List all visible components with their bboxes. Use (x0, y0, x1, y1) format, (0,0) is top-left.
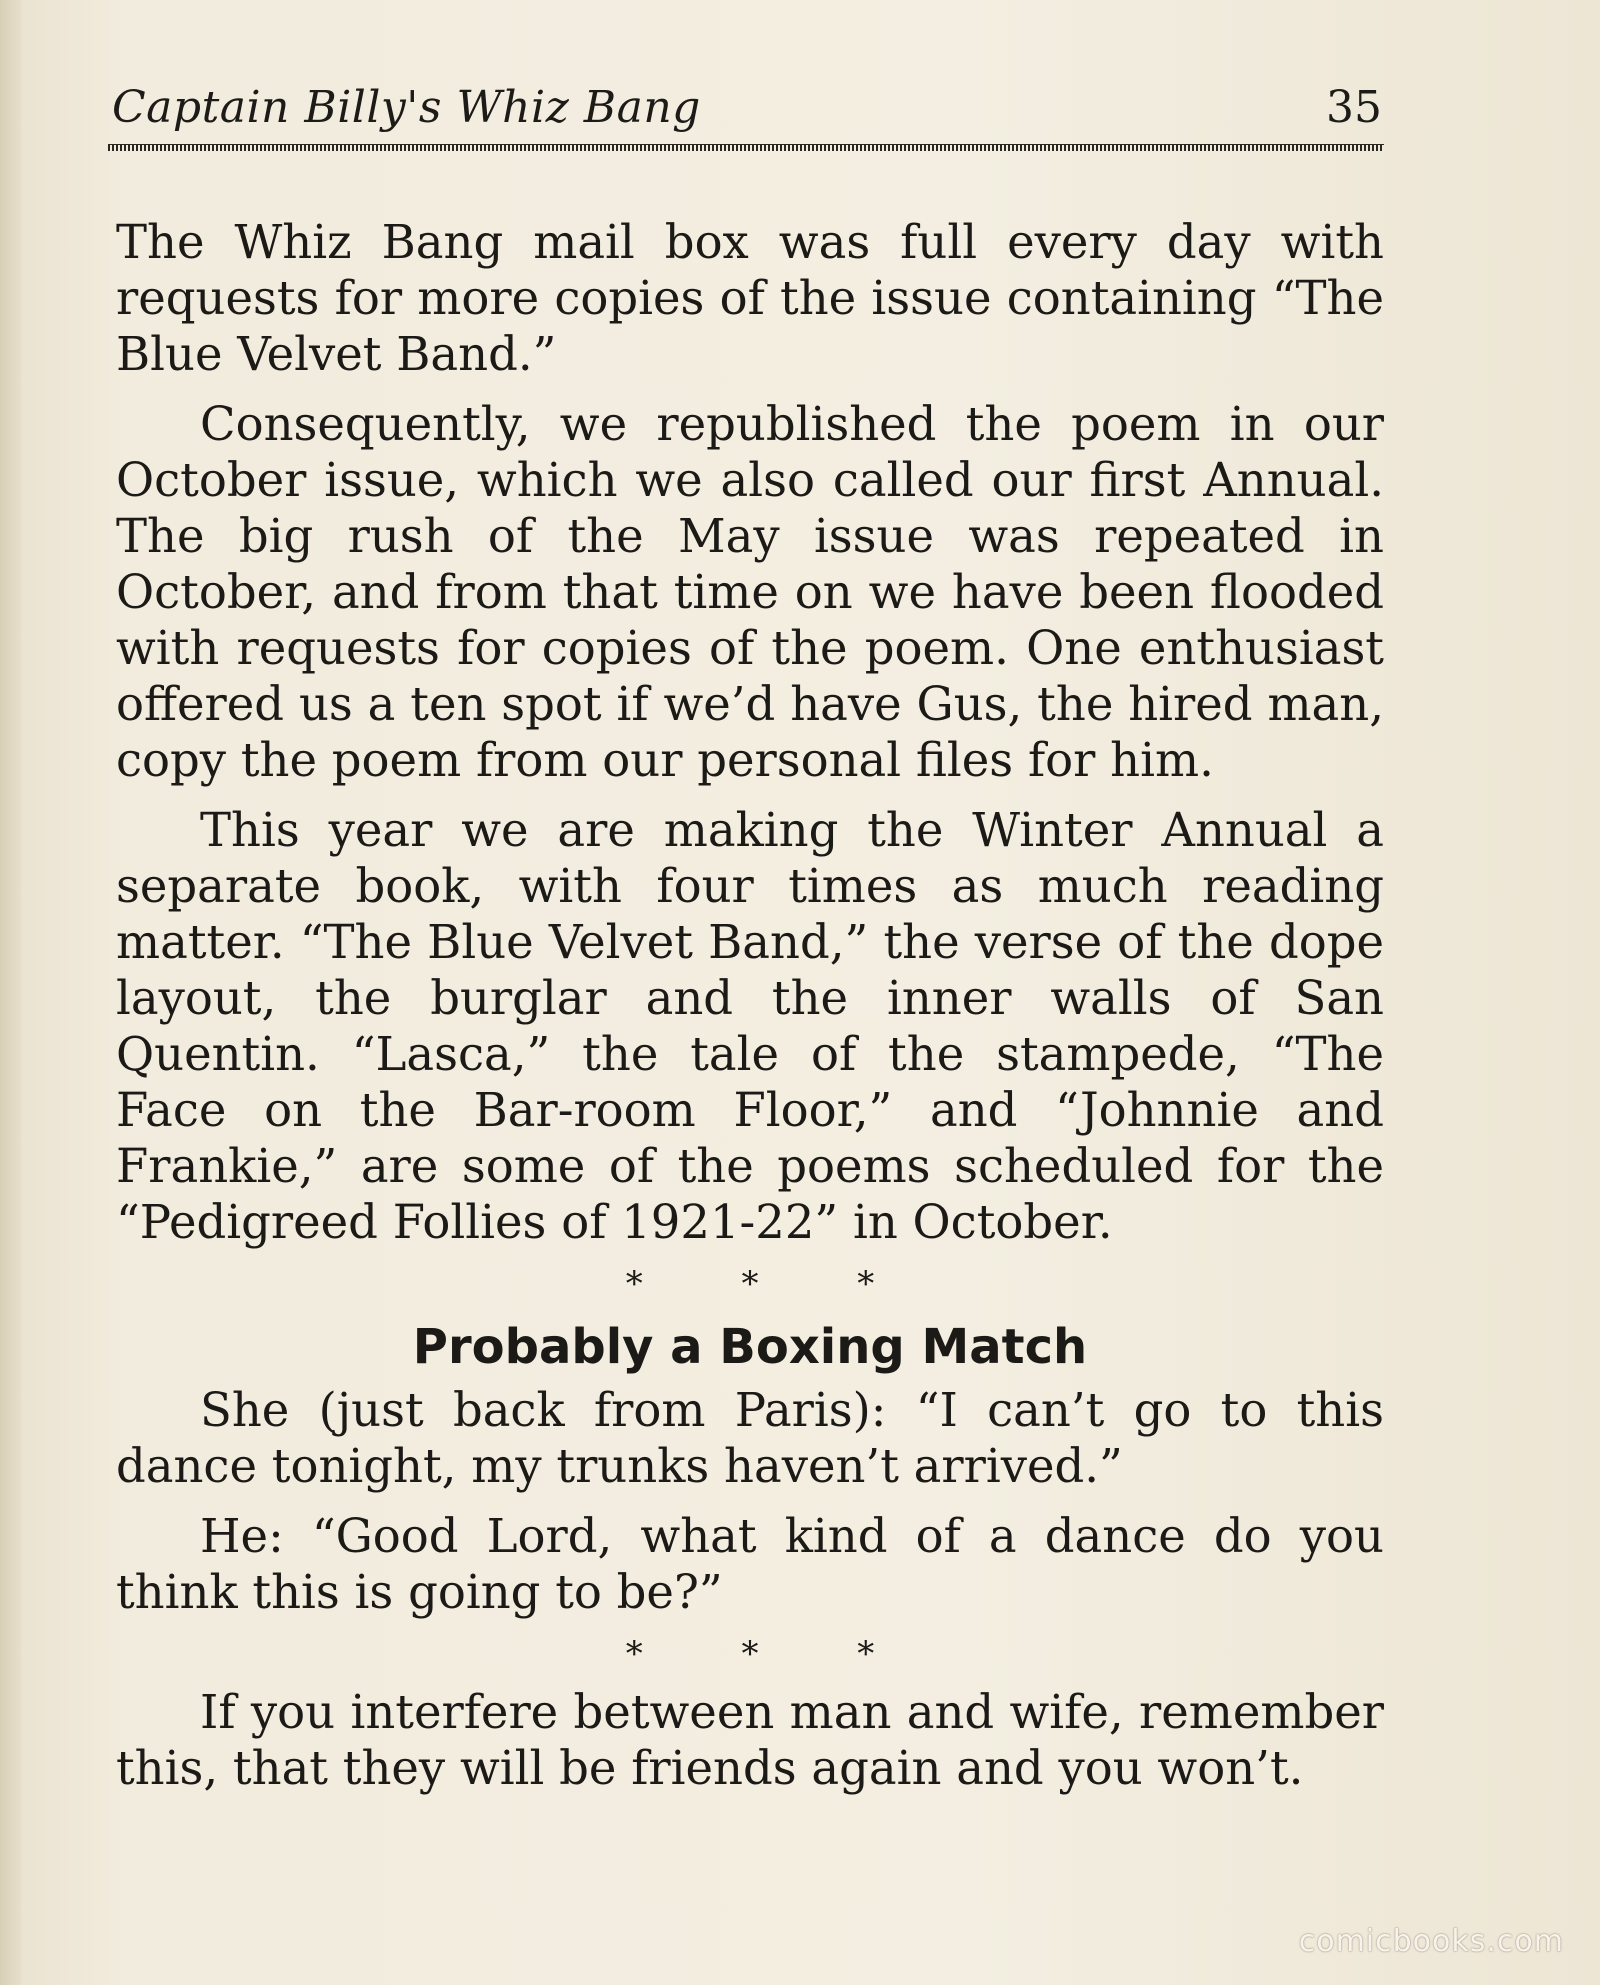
section-separator: * * * (625, 1264, 919, 1304)
header-rule (108, 144, 1384, 151)
watermark: comicbooks.com (1298, 1924, 1564, 1959)
joke-headline: Probably a Boxing Match (412, 1319, 1088, 1375)
running-title: Captain Billy's Whiz Bang (112, 82, 701, 133)
page-header (112, 82, 1382, 140)
section-separator: * * * (625, 1634, 919, 1674)
page-binding-edge (0, 0, 22, 1985)
page-number: 35 (1326, 82, 1382, 133)
joke-paragraph: If you interfere between man and wife, remember this, that they will be friends again and you won’t. (116, 1685, 1384, 1795)
page-body (116, 214, 1384, 1810)
article-paragraph-1: The Whiz Bang mail box was full every day with requests for more copies of the issue containing “The Blue Velvet Band.” (116, 215, 1384, 381)
article-paragraph-3: This year we are making the Winter Annual a separate book, with four times as much reading matter. “The Blue Velvet Band,” the verse of the dope layout, the burglar and the inner walls of San Quentin. “Lasca,” the tale of the stampede, “The Face on the Bar-room Floor,” and “Johnnie and Frankie,” are some of the poems scheduled for the “Pedigreed Follies of 1921-22” in October. (116, 803, 1384, 1249)
article-paragraph-2: Consequently, we republished the poem in our October issue, which we also called our first Annual. The big rush of the May issue was repeated in October, and from that time on we have been flooded with requests for copies of the poem. One enthusiast offered us a ten spot if we’d have Gus, the hired man, copy the poem from our personal files for him. (116, 397, 1384, 787)
joke-line-she: She (just back from Paris): “I can’t go to this dance tonight, my trunks haven’t arrived.” (116, 1383, 1384, 1493)
joke-line-he: He: “Good Lord, what kind of a dance do you think this is going to be?” (116, 1509, 1384, 1619)
